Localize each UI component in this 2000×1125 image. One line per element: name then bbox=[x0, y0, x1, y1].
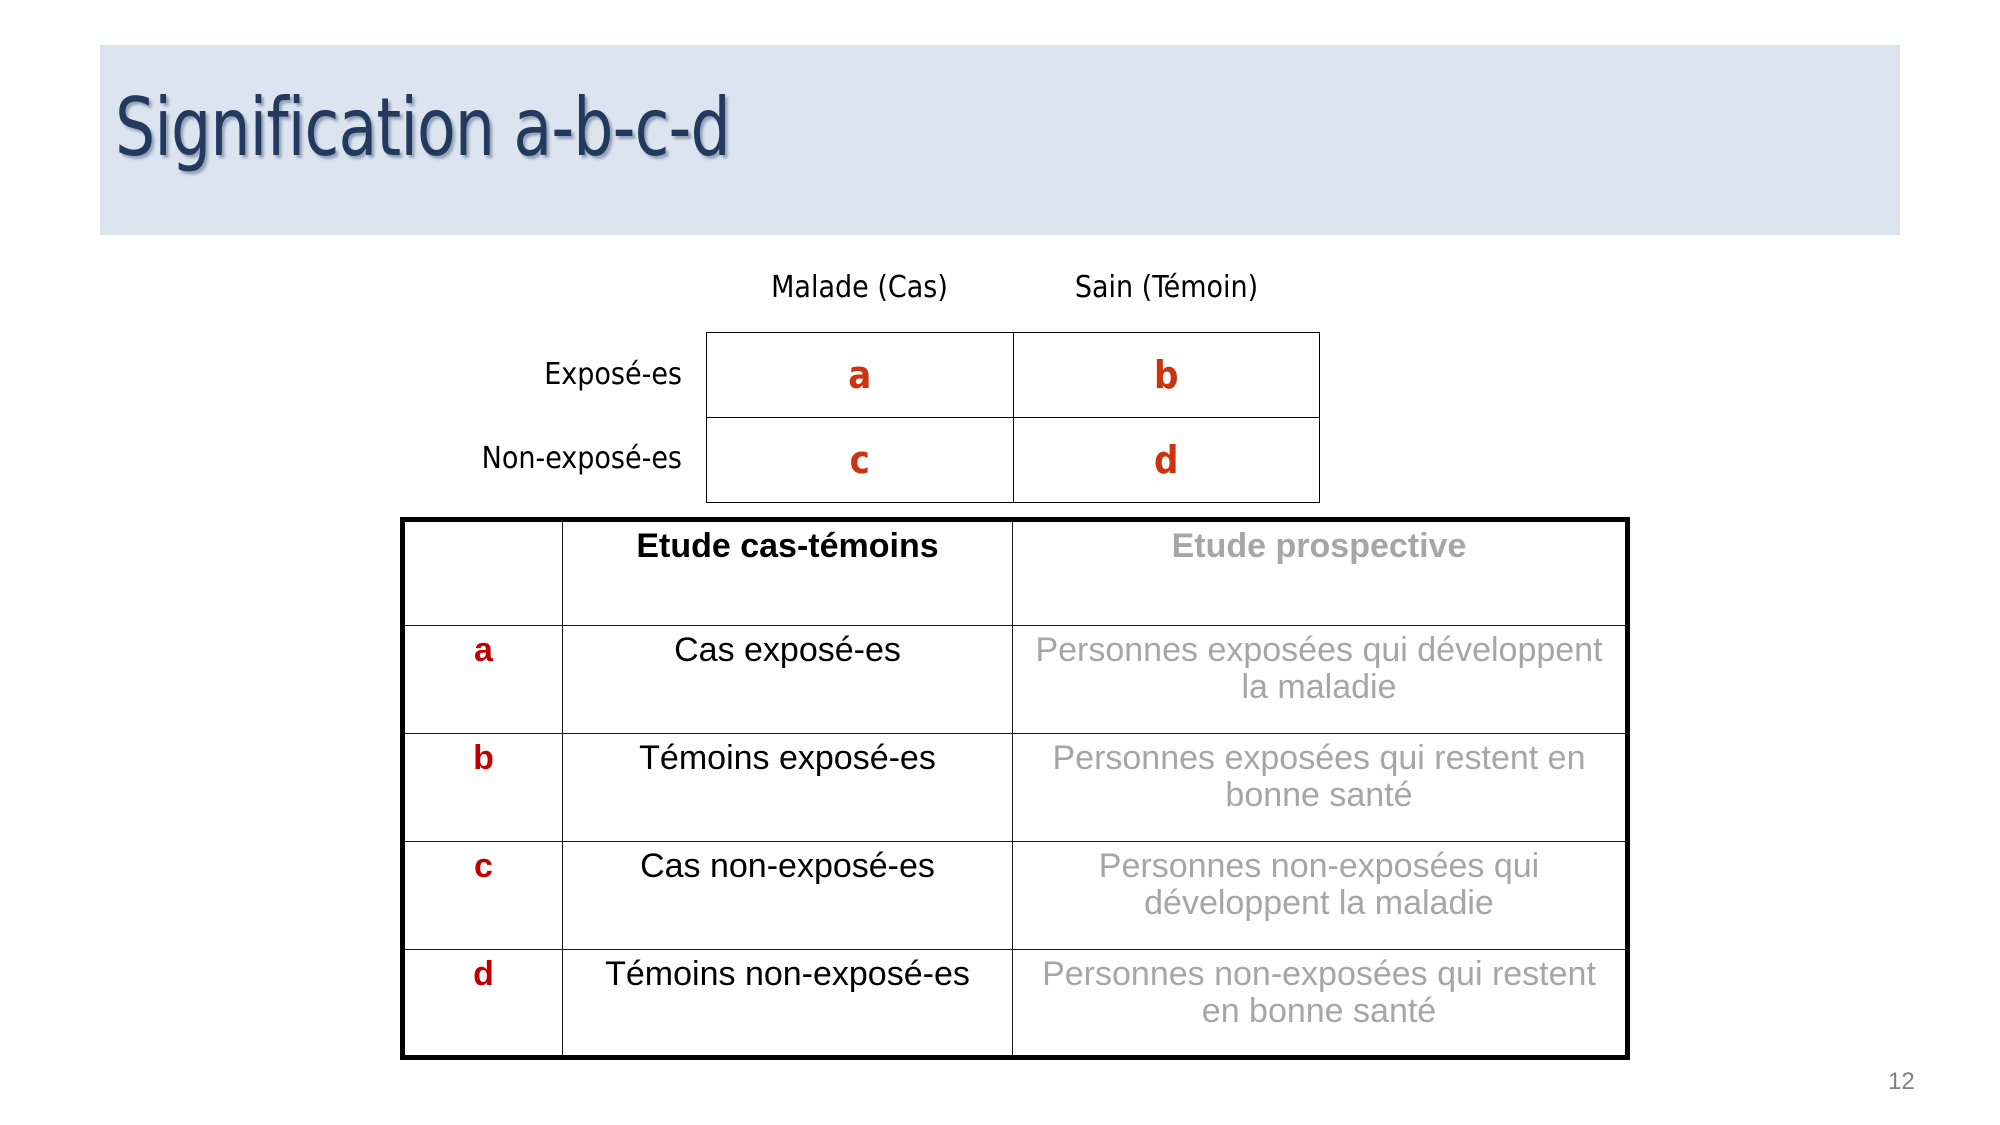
contingency-column-headers bbox=[706, 270, 1320, 305]
definitions-prospective-a: Personnes exposées qui développent la maladie bbox=[1013, 626, 1628, 734]
definitions-prospective-c: Personnes non-exposées qui développent la maladie bbox=[1013, 842, 1628, 950]
definitions-letter-d: d bbox=[403, 950, 563, 1058]
contingency-column-header-sain: Sain (Témoin) bbox=[1074, 270, 1259, 305]
contingency-table bbox=[706, 332, 1320, 503]
page-title: Signification a-b-c-d bbox=[115, 81, 730, 174]
definitions-table bbox=[400, 517, 1630, 1060]
definitions-header-row bbox=[403, 520, 1628, 626]
definitions-header-prospective: Etude prospective bbox=[1013, 520, 1628, 626]
definitions-header-empty bbox=[403, 520, 563, 626]
table-row bbox=[403, 734, 1628, 842]
definitions-letter-c: c bbox=[403, 842, 563, 950]
definitions-letter-a: a bbox=[403, 626, 563, 734]
definitions-case-control-c: Cas non-exposé-es bbox=[563, 842, 1013, 950]
contingency-cell-d: d bbox=[1013, 418, 1320, 503]
table-row bbox=[403, 950, 1628, 1058]
contingency-cell-b: b bbox=[1013, 333, 1320, 418]
contingency-cell-a: a bbox=[707, 333, 1014, 418]
contingency-cell-c: c bbox=[707, 418, 1014, 503]
definitions-letter-b: b bbox=[403, 734, 563, 842]
definitions-header-case-control: Etude cas-témoins bbox=[563, 520, 1013, 626]
table-row bbox=[403, 626, 1628, 734]
contingency-row-label-non-expose: Non-exposé-es bbox=[481, 440, 682, 476]
slide-number: 12 bbox=[1888, 1068, 1915, 1095]
definitions-case-control-b: Témoins exposé-es bbox=[563, 734, 1013, 842]
definitions-prospective-b: Personnes exposées qui restent en bonne santé bbox=[1013, 734, 1628, 842]
contingency-column-header-malade: Malade (Cas) bbox=[771, 270, 948, 305]
table-row bbox=[707, 418, 1320, 503]
contingency-grid-group bbox=[400, 270, 1340, 510]
contingency-row-label-expose: Exposé-es bbox=[544, 356, 682, 392]
definitions-case-control-a: Cas exposé-es bbox=[563, 626, 1013, 734]
table-row bbox=[403, 842, 1628, 950]
definitions-prospective-d: Personnes non-exposées qui restent en bonne santé bbox=[1013, 950, 1628, 1058]
table-row bbox=[707, 333, 1320, 418]
contingency-row-labels bbox=[400, 332, 690, 500]
definitions-case-control-d: Témoins non-exposé-es bbox=[563, 950, 1013, 1058]
